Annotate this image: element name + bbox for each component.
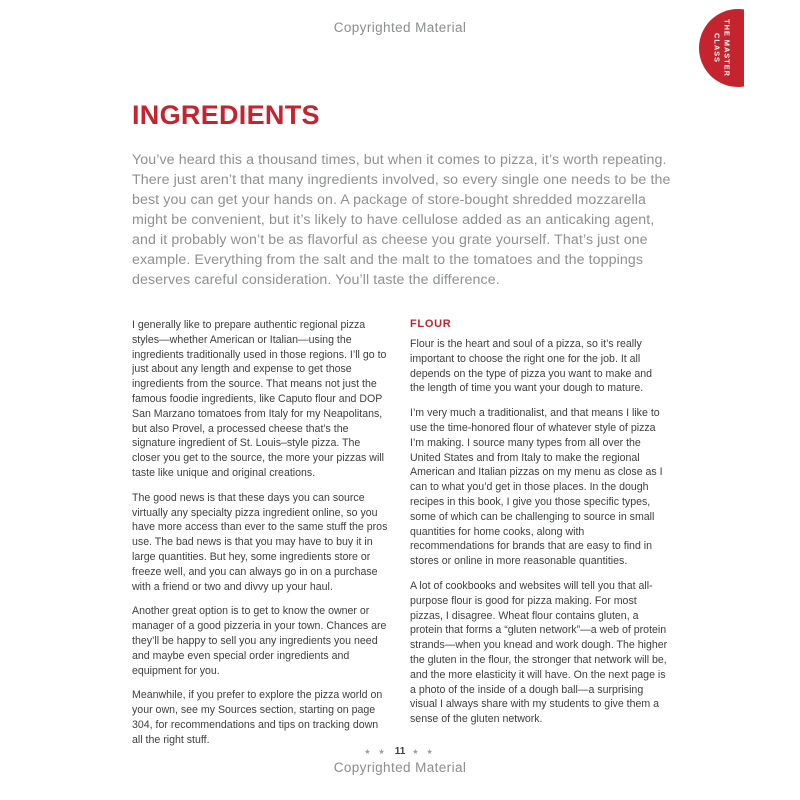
intro-paragraph: You’ve heard this a thousand times, but when it comes to pizza, it’s worth repeating. There just aren’t that many ingredients involved, so every single one needs to be the best you can get your hands on. A package of store-bought shredded mozzarella might be convenient, but it’s likely to have cellulose added as an anticaking agent, and it probably won’t be as flavorful as cheese you grate yourself. That’s just one example. Everything from the salt and the malt to the tomatoes and the toppings deserves careful consideration. You’ll taste the difference. — [132, 152, 671, 288]
page-title: INGREDIENTS — [132, 100, 320, 130]
right-column-paragraph-2: I’m very much a traditionalist, and that means I like to use the time-honored flour of whatever style of pizza I’m making. I source many types from all over the United States and from Italy to make the regional American and Italian pizzas on my menu as close as I can to what you’d get in those places. In the dough recipes in this book, I give you those specific types, some of which can be challenging to source in small quantities for home cooks, along with recommendations for brands that are easy to find in stores or online in more reasonable quantities. — [410, 407, 663, 568]
left-column-paragraph-1: I generally like to prepare authentic regional pizza styles—whether American or Italian—using the ingredients traditionally used in those regions. I’ll go to just about any length and expense to get those ingredients from the source. That means not just the famous foodie ingredients, like Caputo flour and DOP San Marzano tomatoes from Italy for my Neapolitans, but also Provel, a processed cheese that’s the signature ingredient of St. Louis–style pizza. The closer you get to the source, the more your pizzas will taste like unique and original creations. — [132, 319, 387, 479]
right-column-paragraph-3: A lot of cookbooks and websites will tell you that all-purpose flour is good for pizza making. For most pizzas, I disagree. Wheat flour contains gluten, a protein that forms a “gluten network”—a web of protein strands—when you knead and work dough. The higher the gluten in the flour, the stronger that network will be, and the more elasticity it will have. On the next page is a photo of the inside of a dough ball—a surprising visual I always share with my students to give them a sense of the gluten network. — [410, 579, 668, 726]
page-folio — [0, 746, 800, 757]
page-number: 11 — [394, 746, 406, 757]
master-class-badge — [699, 9, 744, 87]
left-column-paragraph-2: The good news is that these days you can source virtually any specialty pizza ingredient online, so you have more access than ever to the same stuff the pros use. The bad news is that you may have to buy it in large quantities. But hey, some ingredients store or freeze well, and you can always go in on a purchase with a friend or two and divvy up your haul. — [132, 491, 388, 593]
right-column-paragraph-1: Flour is the heart and soul of a pizza, so it’s really important to choose the right one for the job. It all depends on the type of pizza you want to make and the length of time you want your dough to mature. — [410, 338, 653, 395]
flour-section-heading: FLOUR — [410, 318, 452, 330]
badge-label — [699, 19, 744, 77]
badge-line-1: THE MASTER — [722, 19, 732, 77]
star-decoration-right: ★ ★ — [412, 748, 436, 756]
left-column — [132, 318, 391, 758]
copyright-notice-bottom: Copyrighted Material — [333, 760, 467, 775]
copyright-notice-top: Copyrighted Material — [333, 20, 467, 35]
left-column-paragraph-4: Meanwhile, if you prefer to explore the pizza world on your own, see my Sources section, starting on page 304, for recommendations and tips on tracking down all the right stuff. — [132, 689, 383, 746]
left-column-paragraph-3: Another great option is to get to know the owner or manager of a good pizzeria in your town. Chances are they’ll be happy to sell you any ingredients you need and maybe even special order ingredients and equipment for you. — [132, 605, 387, 677]
star-decoration-left: ★ ★ — [364, 748, 388, 756]
body-columns — [132, 318, 669, 758]
badge-line-2: CLASS — [712, 33, 722, 63]
right-column — [410, 318, 669, 758]
